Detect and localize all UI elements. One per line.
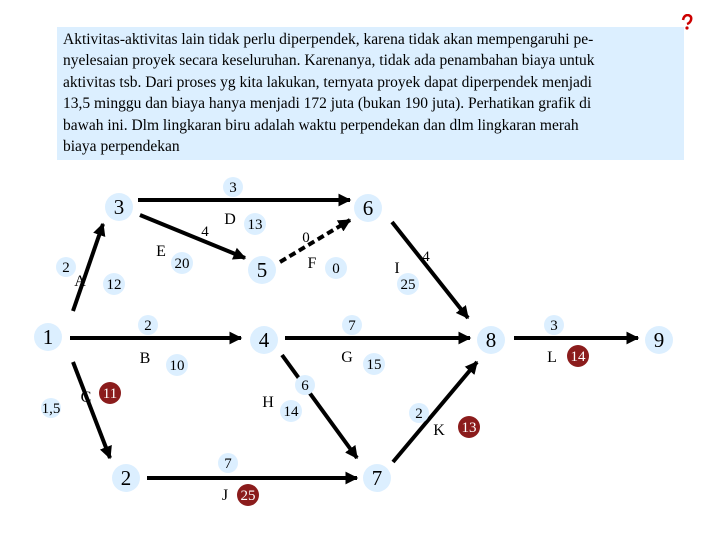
event-node-6 bbox=[354, 194, 382, 222]
activity-name: C bbox=[80, 389, 92, 406]
paragraph-line: nyelesaian proyek secara keseluruhan. Karenanya, tidak ada penambahan biaya untuk bbox=[63, 52, 595, 70]
activity-label-i bbox=[394, 249, 430, 295]
event-node-label: 9 bbox=[653, 328, 665, 352]
activity-duration: 4 bbox=[201, 224, 209, 240]
activity-name: I bbox=[394, 260, 400, 277]
activity-arrow-a bbox=[73, 224, 103, 311]
activity-crash-value: 13 bbox=[247, 217, 263, 233]
activity-duration: 6 bbox=[301, 378, 309, 394]
activity-name: L bbox=[547, 349, 557, 366]
activity-name: J bbox=[221, 487, 229, 504]
event-node-9 bbox=[645, 326, 673, 354]
activity-name: K bbox=[433, 422, 445, 439]
activity-label-l bbox=[544, 315, 589, 367]
event-node-7 bbox=[363, 464, 391, 492]
activity-crash-value: 15 bbox=[366, 357, 382, 373]
activity-crash-value: 11 bbox=[102, 386, 118, 402]
activity-crash-value: 14 bbox=[283, 404, 299, 420]
activity-duration: 1,5 bbox=[41, 401, 61, 417]
activity-duration: 7 bbox=[224, 456, 232, 472]
activity-name: H bbox=[262, 394, 274, 411]
activity-label-h bbox=[262, 375, 315, 422]
activity-duration: 3 bbox=[550, 318, 558, 334]
activity-crash-value: 10 bbox=[169, 358, 185, 374]
event-node-label: 3 bbox=[113, 195, 125, 219]
activity-crash-value: 25 bbox=[240, 488, 256, 504]
activity-duration: 2 bbox=[62, 260, 70, 276]
activity-arrow-i bbox=[392, 222, 468, 318]
event-node-label: 4 bbox=[258, 328, 270, 352]
paragraph-line: biaya perpendekan bbox=[63, 138, 180, 156]
event-node-8 bbox=[477, 326, 505, 354]
activity-duration: 2 bbox=[144, 318, 152, 334]
event-node-label: 2 bbox=[120, 466, 132, 490]
activity-arrow-c bbox=[73, 362, 110, 458]
event-node-2 bbox=[112, 464, 140, 492]
event-node-label: 1 bbox=[42, 325, 54, 349]
activity-crash-value: 25 bbox=[400, 277, 416, 293]
activity-duration: 7 bbox=[348, 318, 356, 334]
event-node-1 bbox=[34, 323, 62, 351]
activity-duration: 3 bbox=[229, 180, 237, 196]
event-node-4 bbox=[250, 326, 278, 354]
event-node-5 bbox=[248, 256, 276, 284]
activity-crash-value: 13 bbox=[461, 420, 477, 436]
paragraph-line: 13,5 minggu dan biaya hanya menjadi 172 juta (bukan 190 juta). Perhatikan grafik di bbox=[63, 95, 592, 113]
activity-duration: 2 bbox=[415, 406, 423, 422]
paragraph-line: bawah ini. Dlm lingkaran biru adalah waktu perpendekan dan dlm lingkaran merah bbox=[63, 116, 579, 134]
activity-label-d bbox=[223, 177, 266, 235]
activity-duration: 0 bbox=[302, 230, 310, 246]
activity-name: G bbox=[341, 349, 353, 366]
paragraph-line: aktivitas tsb. Dari proses yg kita lakukan, ternyata proyek dapat diperpendek menjadi bbox=[63, 73, 592, 91]
activity-name: F bbox=[307, 255, 317, 272]
event-node-label: 8 bbox=[485, 328, 497, 352]
activity-name: E bbox=[156, 243, 166, 260]
activity-duration: 4 bbox=[422, 249, 430, 265]
activity-label-k bbox=[409, 403, 480, 439]
event-node-label: 7 bbox=[371, 466, 383, 490]
activity-name: A bbox=[74, 273, 86, 290]
event-node-label: 5 bbox=[256, 258, 268, 282]
activity-label-b bbox=[138, 315, 188, 376]
activity-crash-value: 12 bbox=[106, 277, 122, 293]
event-node-label: 6 bbox=[362, 196, 374, 220]
event-node-3 bbox=[105, 193, 133, 221]
activity-name: B bbox=[139, 350, 151, 367]
paragraph-line: Aktivitas-aktivitas lain tidak perlu diperpendek, karena tidak akan mempengaruhi pe- bbox=[63, 31, 594, 48]
activity-crash-value: 0 bbox=[332, 261, 340, 277]
activity-arrow-k bbox=[393, 362, 477, 462]
activity-label-g bbox=[341, 315, 385, 375]
activity-name: D bbox=[224, 211, 236, 228]
activity-crash-value: 14 bbox=[570, 349, 586, 365]
activity-crash-value: 20 bbox=[174, 256, 190, 272]
